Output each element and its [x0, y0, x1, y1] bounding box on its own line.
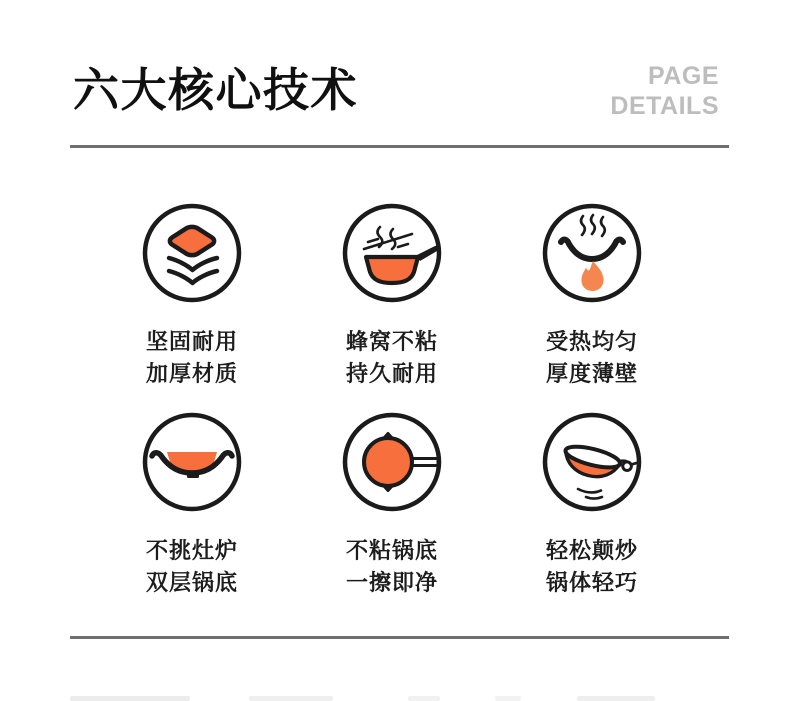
feature-label: [146, 535, 238, 599]
nonstick-pan-bottom-icon: [340, 410, 444, 514]
footer-divider: [70, 636, 729, 639]
feature-label-line1: 受热均匀: [545, 329, 638, 354]
stacked-layers-icon: [140, 201, 244, 305]
tossing-wok-icon: [540, 410, 644, 514]
feature-label-line1: 坚固耐用: [145, 329, 238, 354]
next-section-peek: [577, 696, 655, 701]
feature-label: [346, 326, 438, 390]
next-section-peek: [249, 696, 333, 701]
page-details-line2: DETAILS: [610, 92, 719, 120]
feature-row-1: [92, 201, 692, 390]
next-section-peek: [70, 696, 190, 701]
feature-label-line2: 加厚材质: [145, 361, 238, 386]
feature-label-line2: 厚度薄壁: [545, 361, 638, 386]
feature-lightweight: [492, 410, 692, 599]
feature-label-line1: 轻松颠炒: [545, 538, 638, 563]
feature-label-line2: 持久耐用: [345, 361, 438, 386]
feature-label: [546, 535, 638, 599]
feature-label: [146, 326, 238, 390]
even-heat-flame-icon: [540, 201, 644, 305]
feature-even-heat: [492, 201, 692, 390]
page-details-label: [610, 61, 719, 121]
feature-label-line2: 双层锅底: [145, 570, 238, 595]
feature-label-line2: 锅体轻巧: [545, 570, 638, 595]
page-title: 六大核心技术: [73, 64, 358, 116]
feature-label: [546, 326, 638, 390]
next-section-peek: [495, 696, 521, 701]
feature-label-line1: 不粘锅底: [345, 538, 438, 563]
feature-label-line1: 不挑灶炉: [145, 538, 238, 563]
feature-nonstick: [292, 201, 492, 390]
feature-label: [346, 535, 438, 599]
feature-easy-clean: [292, 410, 492, 599]
steaming-wok-icon: [340, 201, 444, 305]
feature-row-2: [92, 410, 692, 599]
page-details-line1: PAGE: [648, 62, 719, 90]
feature-durable: [92, 201, 292, 390]
feature-label-line1: 蜂窝不粘: [345, 329, 438, 354]
feature-label-line2: 一擦即净: [345, 570, 438, 595]
feature-any-stove: [92, 410, 292, 599]
header-divider: [70, 145, 729, 148]
double-layer-base-icon: [140, 410, 244, 514]
next-section-peek: [408, 696, 440, 701]
